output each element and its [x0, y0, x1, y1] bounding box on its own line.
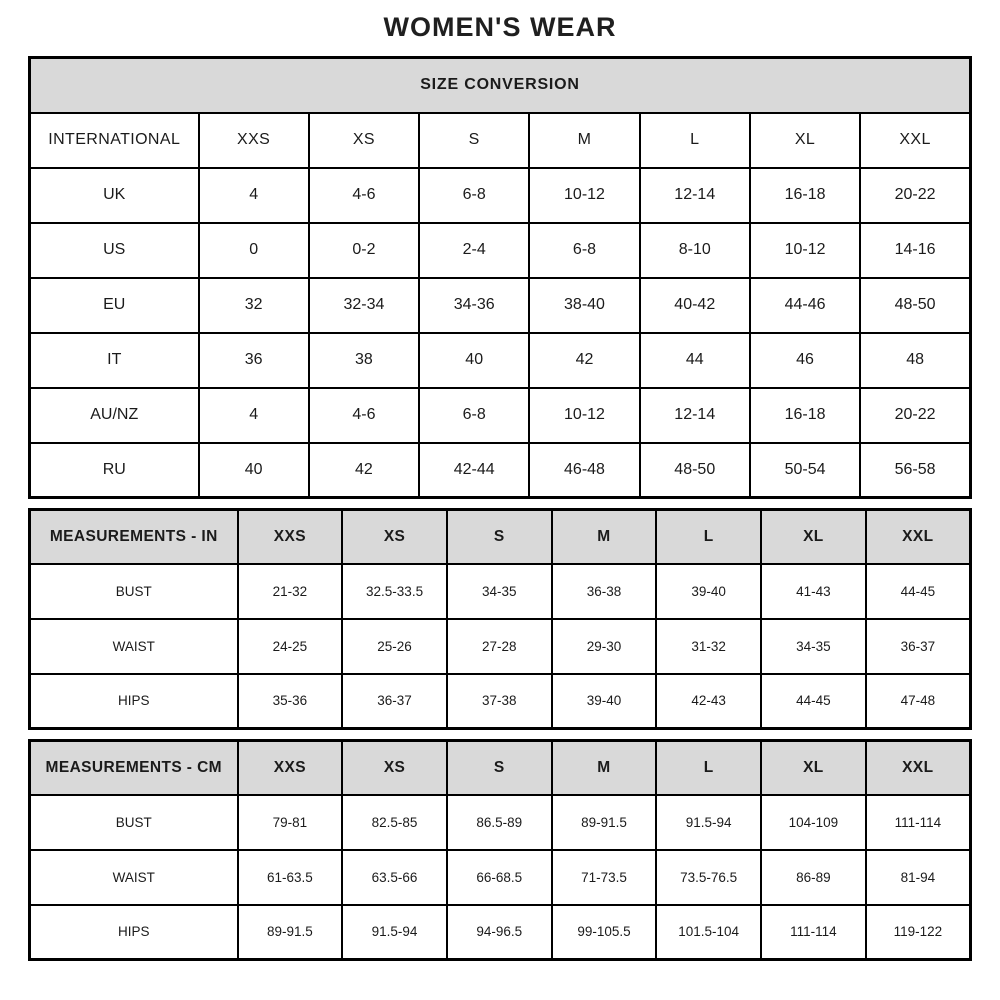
size-column-header: S	[419, 113, 529, 168]
table-row	[30, 850, 971, 905]
size-column-header: XXS	[238, 741, 343, 795]
size-value: 63.5-66	[342, 850, 447, 905]
table-header-row	[30, 113, 971, 168]
page-title: WOMEN'S WEAR	[383, 12, 617, 42]
size-value: 104-109	[761, 795, 866, 850]
size-value: 66-68.5	[447, 850, 552, 905]
size-value: 6-8	[419, 388, 529, 443]
size-value: 10-12	[529, 388, 639, 443]
size-value: 29-30	[552, 619, 657, 674]
table-row	[30, 333, 971, 388]
size-value: 44	[640, 333, 750, 388]
size-column-header: XL	[750, 113, 860, 168]
row-label: IT	[30, 333, 199, 388]
size-value: 42	[529, 333, 639, 388]
size-column-header: L	[656, 741, 761, 795]
table-header-label: INTERNATIONAL	[30, 113, 199, 168]
size-value: 86.5-89	[447, 795, 552, 850]
table-header-row	[30, 741, 971, 795]
size-value: 36	[199, 333, 309, 388]
table-header-label: MEASUREMENTS - IN	[30, 510, 238, 564]
measurements-in-table	[28, 508, 972, 730]
size-column-header: S	[447, 741, 552, 795]
row-label: RU	[30, 443, 199, 498]
size-value: 37-38	[447, 674, 552, 729]
size-value: 12-14	[640, 388, 750, 443]
size-value: 20-22	[860, 168, 970, 223]
size-value: 0-2	[309, 223, 419, 278]
table-row	[30, 388, 971, 443]
size-value: 34-36	[419, 278, 529, 333]
size-column-header: XXS	[238, 510, 343, 564]
size-value: 8-10	[640, 223, 750, 278]
size-column-header: M	[552, 741, 657, 795]
size-value: 94-96.5	[447, 905, 552, 960]
size-value: 10-12	[750, 223, 860, 278]
size-column-header: L	[656, 510, 761, 564]
size-value: 6-8	[419, 168, 529, 223]
size-column-header: M	[529, 113, 639, 168]
table-row	[30, 564, 971, 619]
size-column-header: L	[640, 113, 750, 168]
size-value: 4-6	[309, 388, 419, 443]
size-value: 36-37	[866, 619, 971, 674]
size-value: 61-63.5	[238, 850, 343, 905]
size-value: 36-37	[342, 674, 447, 729]
size-value: 38-40	[529, 278, 639, 333]
row-label: EU	[30, 278, 199, 333]
size-value: 91.5-94	[342, 905, 447, 960]
size-value: 71-73.5	[552, 850, 657, 905]
table-header-label: MEASUREMENTS - CM	[30, 741, 238, 795]
size-value: 6-8	[529, 223, 639, 278]
size-column-header: XL	[761, 741, 866, 795]
size-value: 89-91.5	[238, 905, 343, 960]
size-column-header: XS	[309, 113, 419, 168]
size-value: 42-44	[419, 443, 529, 498]
size-value: 48	[860, 333, 970, 388]
size-value: 89-91.5	[552, 795, 657, 850]
row-label: WAIST	[30, 850, 238, 905]
table-row	[30, 223, 971, 278]
size-value: 119-122	[866, 905, 971, 960]
size-value: 44-45	[761, 674, 866, 729]
size-value: 81-94	[866, 850, 971, 905]
size-value: 32	[199, 278, 309, 333]
size-value: 10-12	[529, 168, 639, 223]
size-value: 4	[199, 388, 309, 443]
size-value: 39-40	[656, 564, 761, 619]
size-conversion-table	[28, 56, 972, 499]
size-value: 42-43	[656, 674, 761, 729]
size-value: 36-38	[552, 564, 657, 619]
table-row	[30, 905, 971, 960]
size-value: 31-32	[656, 619, 761, 674]
size-value: 16-18	[750, 388, 860, 443]
size-value: 111-114	[866, 795, 971, 850]
size-value: 40-42	[640, 278, 750, 333]
row-label: BUST	[30, 795, 238, 850]
size-column-header: S	[447, 510, 552, 564]
size-value: 16-18	[750, 168, 860, 223]
size-value: 73.5-76.5	[656, 850, 761, 905]
size-value: 46	[750, 333, 860, 388]
table-banner: SIZE CONVERSION	[30, 58, 971, 113]
size-value: 4	[199, 168, 309, 223]
size-value: 21-32	[238, 564, 343, 619]
row-label: HIPS	[30, 905, 238, 960]
table-row	[30, 278, 971, 333]
size-value: 56-58	[860, 443, 970, 498]
size-value: 24-25	[238, 619, 343, 674]
table-header-row	[30, 510, 971, 564]
size-column-header: XXL	[860, 113, 970, 168]
size-value: 27-28	[447, 619, 552, 674]
size-column-header: XXL	[866, 741, 971, 795]
size-value: 50-54	[750, 443, 860, 498]
table-banner-row	[30, 58, 971, 113]
table-row	[30, 168, 971, 223]
size-value: 46-48	[529, 443, 639, 498]
size-value: 4-6	[309, 168, 419, 223]
table-row	[30, 443, 971, 498]
size-value: 91.5-94	[656, 795, 761, 850]
size-value: 35-36	[238, 674, 343, 729]
size-column-header: XXS	[199, 113, 309, 168]
size-value: 82.5-85	[342, 795, 447, 850]
size-value: 32-34	[309, 278, 419, 333]
size-value: 39-40	[552, 674, 657, 729]
table-row	[30, 619, 971, 674]
table-row	[30, 674, 971, 729]
size-value: 34-35	[761, 619, 866, 674]
size-value: 20-22	[860, 388, 970, 443]
size-value: 44-46	[750, 278, 860, 333]
size-value: 44-45	[866, 564, 971, 619]
size-value: 32.5-33.5	[342, 564, 447, 619]
size-value: 42	[309, 443, 419, 498]
size-value: 40	[199, 443, 309, 498]
size-value: 2-4	[419, 223, 529, 278]
row-label: HIPS	[30, 674, 238, 729]
size-value: 86-89	[761, 850, 866, 905]
size-value: 0	[199, 223, 309, 278]
size-value: 34-35	[447, 564, 552, 619]
size-value: 111-114	[761, 905, 866, 960]
size-column-header: XXL	[866, 510, 971, 564]
size-column-header: M	[552, 510, 657, 564]
size-value: 79-81	[238, 795, 343, 850]
size-value: 40	[419, 333, 529, 388]
size-value: 47-48	[866, 674, 971, 729]
row-label: WAIST	[30, 619, 238, 674]
size-value: 48-50	[640, 443, 750, 498]
size-column-header: XS	[342, 510, 447, 564]
size-value: 48-50	[860, 278, 970, 333]
row-label: BUST	[30, 564, 238, 619]
size-column-header: XL	[761, 510, 866, 564]
table-row	[30, 795, 971, 850]
size-value: 99-105.5	[552, 905, 657, 960]
size-value: 12-14	[640, 168, 750, 223]
row-label: AU/NZ	[30, 388, 199, 443]
size-value: 101.5-104	[656, 905, 761, 960]
measurements-cm-table	[28, 739, 972, 961]
size-value: 41-43	[761, 564, 866, 619]
size-column-header: XS	[342, 741, 447, 795]
size-value: 25-26	[342, 619, 447, 674]
size-value: 14-16	[860, 223, 970, 278]
size-value: 38	[309, 333, 419, 388]
row-label: UK	[30, 168, 199, 223]
row-label: US	[30, 223, 199, 278]
